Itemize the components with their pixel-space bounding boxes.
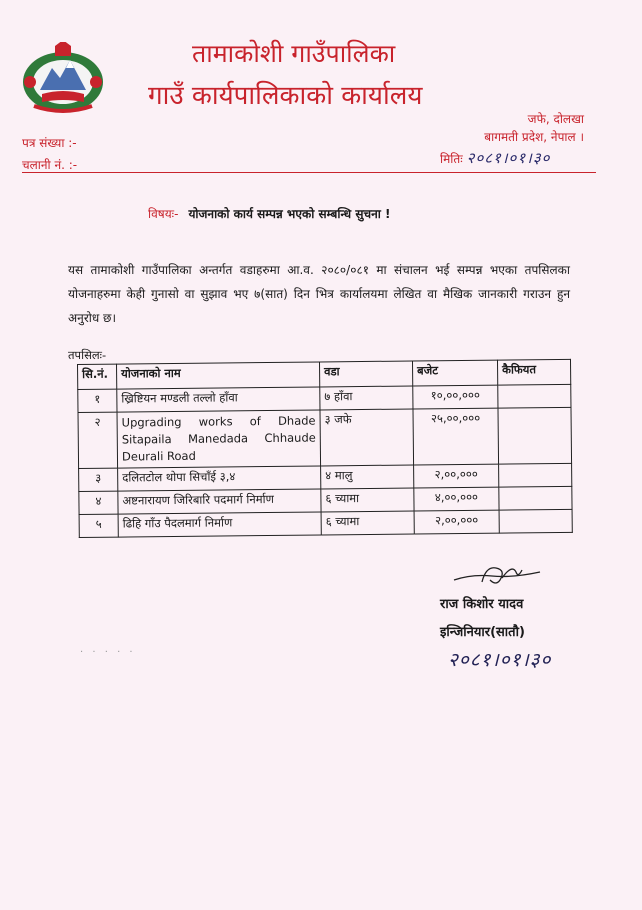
cell-budget: २,००,००० — [414, 464, 499, 488]
cell-remarks — [499, 463, 572, 487]
col-header-remarks: कैफियत — [497, 359, 570, 385]
tapsil-label: तपसिलः- — [68, 348, 107, 362]
cell-ward: ७ हाँवा — [320, 386, 413, 410]
signatory-name: राज किशोर यादव — [440, 597, 524, 612]
subject-label: विषयः- — [148, 207, 179, 221]
date-value: २०८१।०१।३० — [466, 149, 551, 167]
cell-budget: १०,००,००० — [413, 385, 498, 409]
date-label: मितिः — [440, 152, 463, 166]
cell-sn: २ — [78, 412, 118, 468]
cell-name: अष्टनारायण जिरिबारि पदमार्ग निर्माण — [118, 489, 321, 514]
municipality-title: तामाकोशी गाउँपालिका — [192, 39, 396, 68]
cell-sn: ३ — [79, 468, 118, 491]
cell-remarks — [498, 407, 572, 464]
notice-paragraph: यस तामाकोशी गाउँपालिका अन्तर्गत वडाहरुमा आ.व. २०८०/०८१ मा संचालन भई सम्पन्न भएका तपसिलका योजनाहरुमा केही गुनासो वा सुझाव भए ७(सात) दिन भित्र कार्यालयमा लेखित वा मैखिक जानकारी गराउन हुन अनुरोध छ। — [68, 263, 570, 325]
col-header-ward: वडा — [319, 361, 412, 387]
subject-line — [148, 205, 391, 222]
cell-sn: १ — [78, 389, 117, 412]
cell-remarks — [499, 509, 572, 533]
cell-ward: ६ च्यामा — [321, 488, 414, 512]
office-location: जफे, दोलखा — [527, 112, 584, 126]
col-header-budget: बजेट — [412, 360, 497, 386]
cell-budget: २५,००,००० — [413, 408, 499, 465]
signature-mark — [452, 562, 544, 590]
cell-ward: ४ मालु — [321, 465, 414, 489]
cell-name: ख्रिष्टियन मण्डली तल्लो हाँवा — [117, 387, 320, 412]
col-header-sn: सि.नं. — [78, 364, 117, 389]
project-table — [77, 359, 573, 538]
faint-marks: . . . . . — [80, 644, 136, 655]
subject-text: योजनाको कार्य सम्पन्न भएको सम्बन्धि सुचना ! — [188, 207, 391, 221]
col-header-name: योजनाको नाम — [117, 362, 320, 389]
table-row — [78, 407, 572, 468]
cell-sn: ४ — [79, 491, 118, 514]
table-row — [79, 509, 572, 537]
cell-ward: ६ च्यामा — [321, 511, 414, 535]
signatory-designation: इन्जिनियार(सातौ) — [440, 625, 525, 640]
cell-name: ढिहि गाँउ पैदलमार्ग निर्माण — [118, 512, 321, 537]
office-title: गाउँ कार्यपालिकाको कार्यालय — [148, 81, 423, 111]
cell-budget: ४,००,००० — [414, 487, 499, 511]
cell-remarks — [499, 486, 572, 510]
cell-sn: ५ — [79, 514, 118, 537]
cell-name: Upgrading works of Dhade Sitapaila Manedada Chhaude Deurali Road — [117, 410, 321, 468]
nepal-emblem-logo — [20, 42, 106, 114]
cell-budget: २,००,००० — [414, 510, 499, 534]
cell-ward: ३ जफे — [320, 409, 414, 466]
cell-name: दलितटोल थोपा सिचाँई ३,४ — [118, 466, 321, 491]
letter-number-label: पत्र संख्या :- — [22, 136, 77, 150]
office-province: बागमती प्रदेश, नेपाल । — [484, 130, 584, 144]
handwritten-date: २०८१।०१।३० — [448, 649, 552, 671]
dispatch-number-label: चलानी नं. :- — [22, 158, 78, 172]
header-divider — [22, 172, 596, 173]
letter-date — [440, 148, 550, 168]
cell-remarks — [498, 384, 571, 408]
